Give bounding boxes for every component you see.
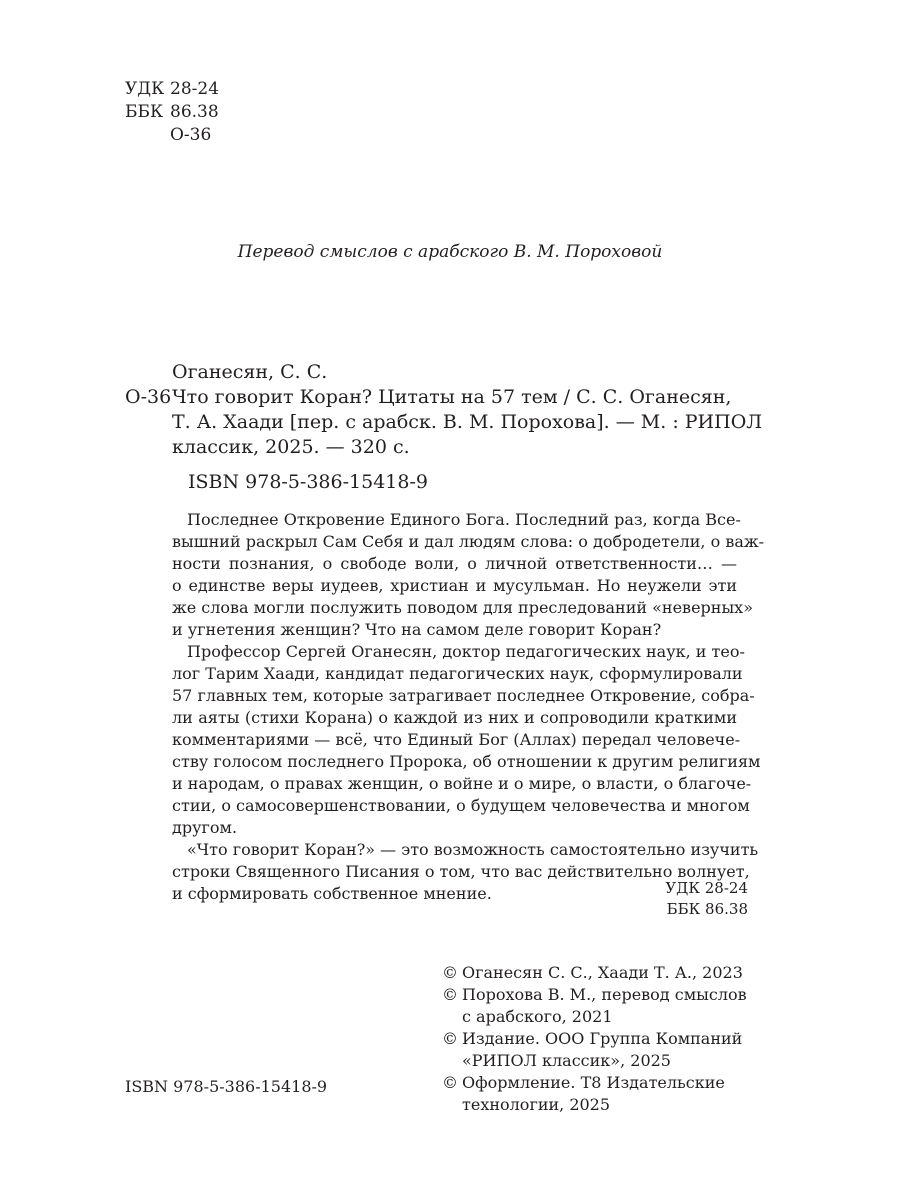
catalog-entry-line: Т. А. Хаади [пер. с арабск. В. М. Порохова]. — М. : РИПОЛ (172, 411, 763, 433)
catalog-isbn: ISBN 978-5-386-15418-9 (188, 471, 428, 493)
translation-note: Перевод смыслов с арабского В. М. Пороховой (237, 242, 663, 262)
annotation-line: комментариями — всё, что Единый Бог (Аллах) передал человече- (172, 730, 741, 749)
annotation-line: и угнетения женщин? Что на самом деле говорит Коран? (172, 620, 662, 639)
catalog-code-mark: О-36 (125, 386, 172, 408)
annotation-paragraph-2 (172, 641, 761, 839)
annotation-line: 57 главных тем, которые затрагивает последнее Откровение, собра- (172, 686, 755, 705)
bbk-bottom: ББК 86.38 (666, 900, 748, 918)
catalog-entry-line: классик, 2025. — 320 с. (172, 436, 410, 458)
annotation-line: и сформировать собственное мнение. (172, 884, 492, 903)
annotation-line: лог Тарим Хаади, кандидат педагогических наук, сформулировали (172, 664, 743, 683)
annotation-line: ли аяты (стихи Корана) о каждой из них и сопроводили краткими (172, 708, 737, 727)
copyright-item (442, 962, 742, 984)
copyright-line: Издание. ООО Группа Компаний (462, 1029, 743, 1048)
annotation-line: о единстве веры иудеев, христиан и мусульман. Но неужели эти (172, 576, 737, 595)
annotation-line: и народам, о правах женщин, о войне и о мире, о власти, о благоче- (172, 774, 752, 793)
annotation-line: ству голосом последнего Пророка, об отношении к другим религиям (172, 752, 761, 771)
annotation-line: Профессор Сергей Оганесян, доктор педагогических наук, и тео- (187, 642, 745, 661)
annotation-paragraph-3 (172, 839, 759, 905)
copyright-block (442, 962, 747, 1116)
udk-label: УДК (125, 79, 165, 99)
copyright-item (442, 1072, 742, 1116)
catalog-entry-text (172, 385, 763, 460)
bbk-label: ББК (125, 102, 164, 122)
udk-bottom: УДК 28-24 (665, 879, 748, 897)
annotation-paragraph-1 (172, 509, 764, 641)
classification-bottom (665, 878, 748, 920)
isbn-bottom: ISBN 978-5-386-15418-9 (125, 1077, 328, 1096)
author-mark: О-36 (170, 125, 212, 145)
copyright-line: Оформление. Т8 Издательские (462, 1073, 725, 1092)
copyright-icon: © (442, 1073, 458, 1092)
copyright-line: «РИПОЛ классик», 2025 (462, 1051, 671, 1070)
bbk-value: 86.38 (170, 102, 219, 122)
bbk-row (125, 101, 219, 124)
udk-value: 28-24 (170, 79, 220, 99)
copyright-icon: © (442, 963, 458, 982)
catalog-entry-line: Что говорит Коран? Цитаты на 57 тем / С. С. Оганесян, (172, 386, 732, 408)
copyright-line: технологии, 2025 (462, 1095, 611, 1114)
annotation-line: ности познания, о свободе воли, о личной ответственности… — (172, 554, 737, 573)
author-heading: Оганесян, С. С. (172, 361, 328, 383)
copyright-line: с арабского, 2021 (462, 1007, 613, 1026)
annotation-line: стии, о самосовершенствовании, о будущем человечества и многом (172, 796, 750, 815)
classification-top (125, 78, 219, 147)
annotation-line: строки Священного Писания о том, что вас действительно волнует, (172, 862, 750, 881)
author-mark-row (125, 124, 219, 147)
copyright-line: Порохова В. М., перевод смыслов (462, 985, 747, 1004)
annotation-line: вышний раскрыл Сам Себя и дал людям слова: о добродетели, о важ- (172, 532, 764, 551)
annotation (172, 509, 764, 905)
copyright-item (442, 1028, 742, 1072)
annotation-line: Последнее Откровение Единого Бога. Последний раз, когда Все- (187, 510, 741, 529)
copyright-line: Оганесян С. С., Хаади Т. А., 2023 (462, 963, 743, 982)
annotation-line: другом. (172, 818, 238, 837)
udk-row (125, 78, 219, 101)
annotation-line: «Что говорит Коран?» — это возможность самостоятельно изучить (187, 840, 759, 859)
copyright-icon: © (442, 1029, 458, 1048)
copyright-item (442, 984, 747, 1028)
annotation-line: же слова могли послужить поводом для преследований «неверных» (172, 598, 753, 617)
copyright-icon: © (442, 985, 458, 1004)
